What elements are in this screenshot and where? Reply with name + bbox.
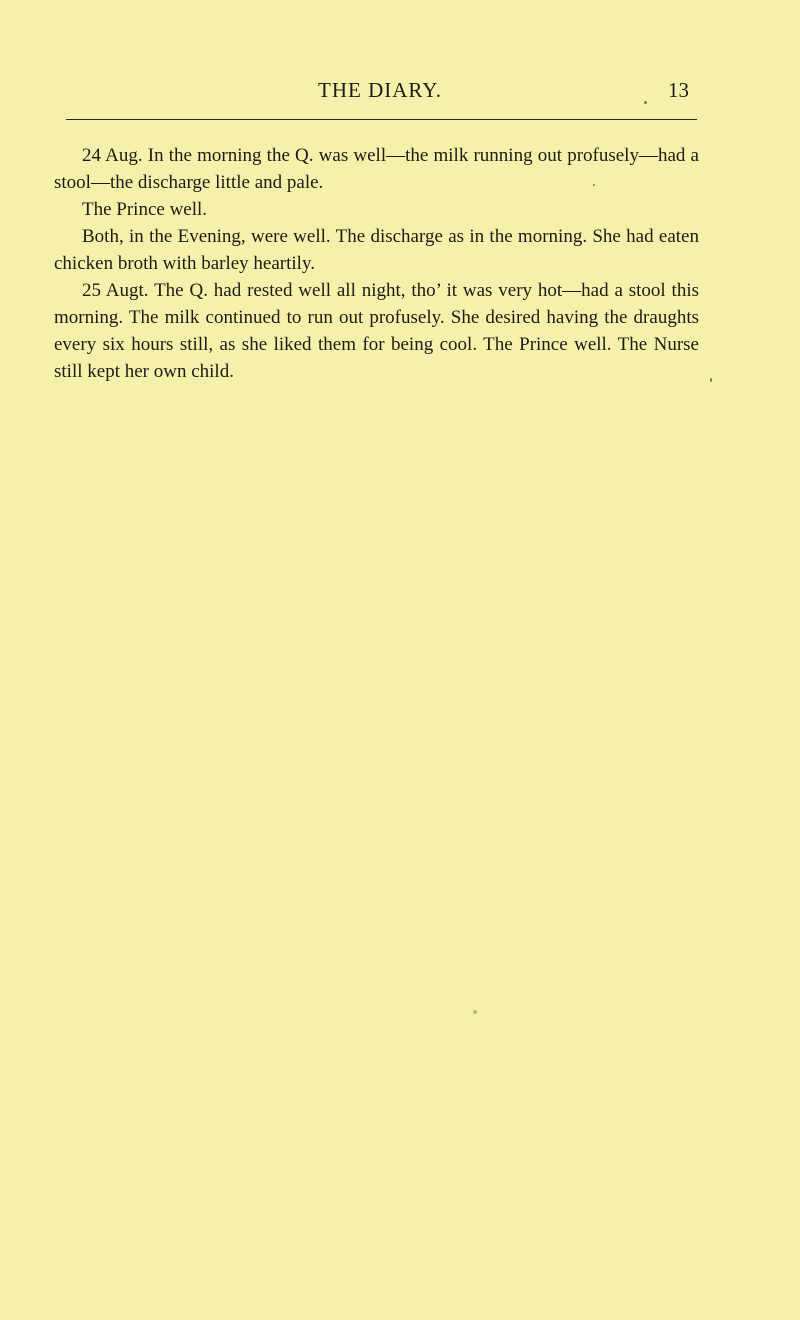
- diary-body: [54, 142, 699, 385]
- diary-paragraph-25-aug: 25 Augt. The Q. had rested well all night, tho’ it was very hot—had a stool this morning. The milk continued to run out profusely. She desired having the draughts every six hours still, as she liked them for being cool. The Prince well. The Nurse still kept her own child.: [54, 280, 699, 382]
- running-title: THE DIARY.: [318, 78, 442, 102]
- running-head: [0, 78, 800, 108]
- page-number: 13: [668, 78, 689, 102]
- paper-speck: [593, 184, 595, 186]
- diary-paragraph-24-aug: 24 Aug. In the morning the Q. was well—the milk running out profusely—had a stool—the discharge little and pale.: [54, 145, 699, 193]
- paper-speck: [710, 378, 712, 382]
- diary-paragraph-prince-well: The Prince well.: [82, 199, 208, 220]
- header-rule: [66, 119, 697, 120]
- paper-speck: [644, 101, 647, 104]
- paper-speck: [473, 1010, 477, 1014]
- diary-paragraph-evening: Both, in the Evening, were well. The discharge as in the morning. She had eaten chicken broth with barley heartily.: [54, 226, 699, 274]
